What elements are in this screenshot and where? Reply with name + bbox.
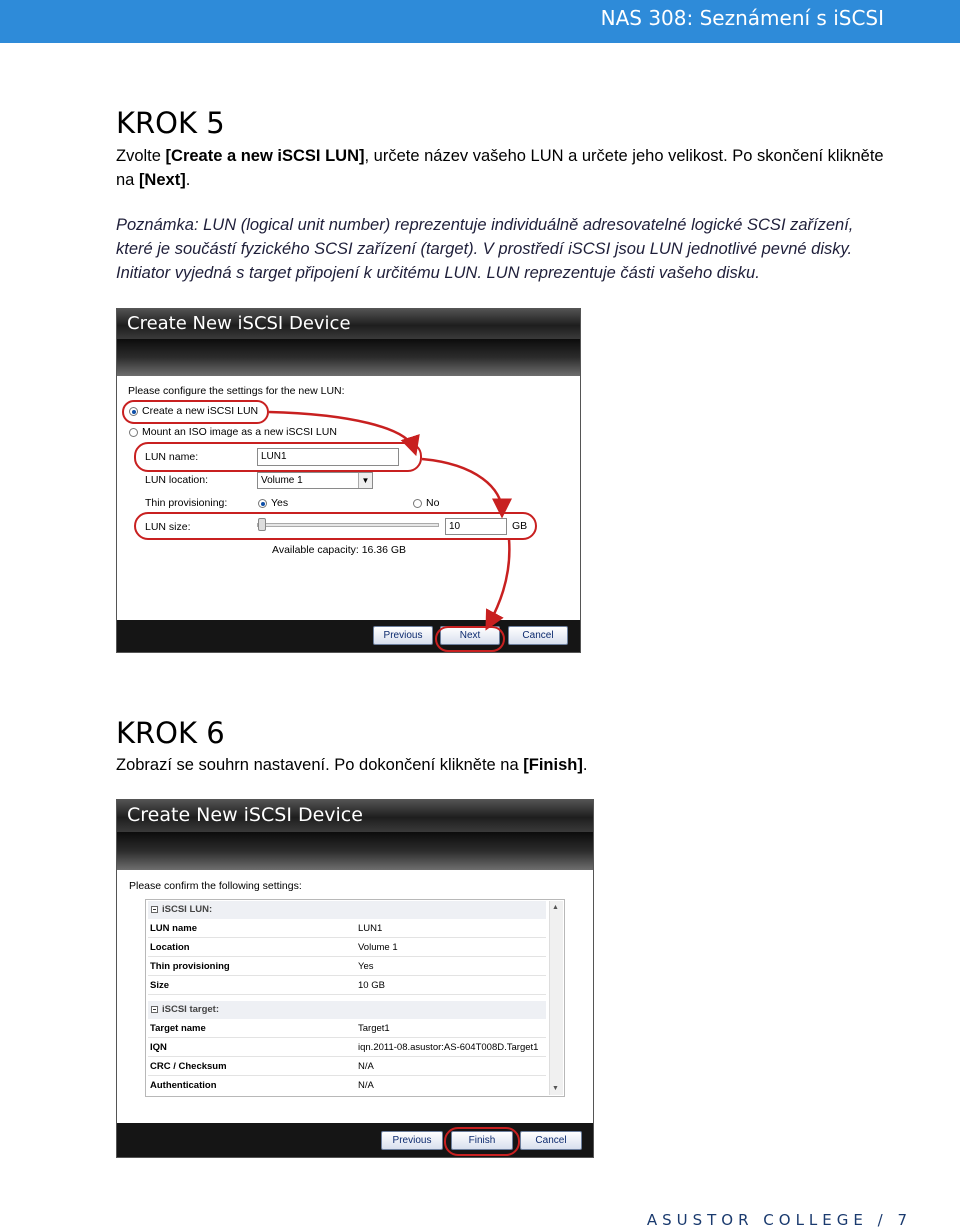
step6-heading: KROK 6 [116,716,225,750]
summary-row: Authentication N/A [150,1080,374,1091]
create-lun-label[interactable]: Create a new iSCSI LUN [142,405,259,417]
scroll-down-icon[interactable]: ▼ [552,1085,559,1092]
thin-yes-label[interactable]: Yes [271,497,289,509]
group-iscsi-target[interactable]: iSCSI target: [148,1001,546,1019]
summary-row: Location Volume 1 [148,938,546,957]
group-iscsi-lun[interactable]: iSCSI LUN: [148,901,546,919]
summary-row: CRC / Checksum N/A [148,1057,546,1076]
dialog-title: Create New iSCSI Device [127,313,351,334]
next-button[interactable]: Next [440,626,500,645]
settings-summary [145,899,565,1097]
summary-row: Target name Target1 [148,1019,546,1038]
highlight-finish [444,1127,520,1156]
config-prompt: Please configure the settings for the new LUN: [128,385,345,397]
summary-row: Thin provisioning Yes [148,957,546,976]
arrow-to-size [422,459,502,511]
next-ref: [Next] [138,171,186,189]
page-footer: ASUSTOR COLLEGE / 7 [646,1211,912,1229]
create-lun-dialog [116,308,581,653]
dialog-band [117,832,593,870]
summary-scrollbar[interactable] [549,901,563,1095]
header-bar [0,0,960,43]
confirm-prompt: Please confirm the following settings: [129,880,302,892]
lun-name-input[interactable]: LUN1 [257,448,399,466]
step5-heading: KROK 5 [116,106,225,140]
cancel-button[interactable]: Cancel [520,1131,582,1150]
collapse-icon[interactable] [151,906,158,913]
lun-size-unit: GB [512,520,528,532]
dialog-footer [117,1123,593,1157]
create-lun-ref: [Create a new iSCSI LUN] [165,147,365,165]
previous-button[interactable]: Previous [373,626,433,645]
arrow-to-next [489,539,509,624]
thin-provisioning-label: Thin provisioning: [145,497,228,509]
finish-ref: [Finish] [523,756,583,774]
lun-location-label: LUN location: [145,474,209,486]
lun-name-label: LUN name: [145,451,199,463]
arrow-to-name [269,412,414,449]
dialog-title-bar [117,800,593,832]
summary-row: LUN name LUN1 [148,919,546,938]
chevron-down-icon: ▼ [358,473,372,488]
step5-instructions: Zvolte [Create a new iSCSI LUN], určete název vašeho LUN a určete jeho velikost. Po skončení klikněte na [Next]. [116,147,884,189]
thin-no-label[interactable]: No [426,497,440,509]
cancel-button[interactable]: Cancel [508,626,568,645]
step5-note: Poznámka: LUN (logical unit number) reprezentuje individuálně adresovatelné logické SCSI zařízení, které je součástí fyzického SCSI zařízení (target). V prostředí iSCSI jsou LUN jednotlivé pevné disky. Initiator vyjedná s target připojení k určitému LUN. LUN reprezentuje části vašeho disku. [116,216,854,282]
annotation-arrows [117,309,582,654]
finish-button[interactable]: Finish [451,1131,513,1150]
lun-location-select[interactable]: Volume 1 ▼ [257,472,373,489]
document-title: NAS 308: Seznámení s iSCSI [600,6,884,30]
lun-size-input[interactable]: 10 [445,518,507,535]
lun-size-label: LUN size: [145,521,191,533]
collapse-icon[interactable] [151,1006,158,1013]
dialog-title: Create New iSCSI Device [127,804,363,826]
mount-iso-label[interactable]: Mount an ISO image as a new iSCSI LUN [142,426,337,438]
previous-button[interactable]: Previous [381,1131,443,1150]
available-capacity: Available capacity: 16.36 GB [272,544,407,556]
scroll-up-icon[interactable]: ▲ [552,904,559,911]
summary-row: Size 10 GB [148,976,546,995]
confirm-dialog [116,799,594,1158]
summary-row: IQN iqn.2011-08.asustor:AS-604T008D.Target1 [148,1038,546,1057]
step6-instructions: Zobrazí se souhrn nastavení. Po dokončení klikněte na [Finish]. [116,756,588,774]
